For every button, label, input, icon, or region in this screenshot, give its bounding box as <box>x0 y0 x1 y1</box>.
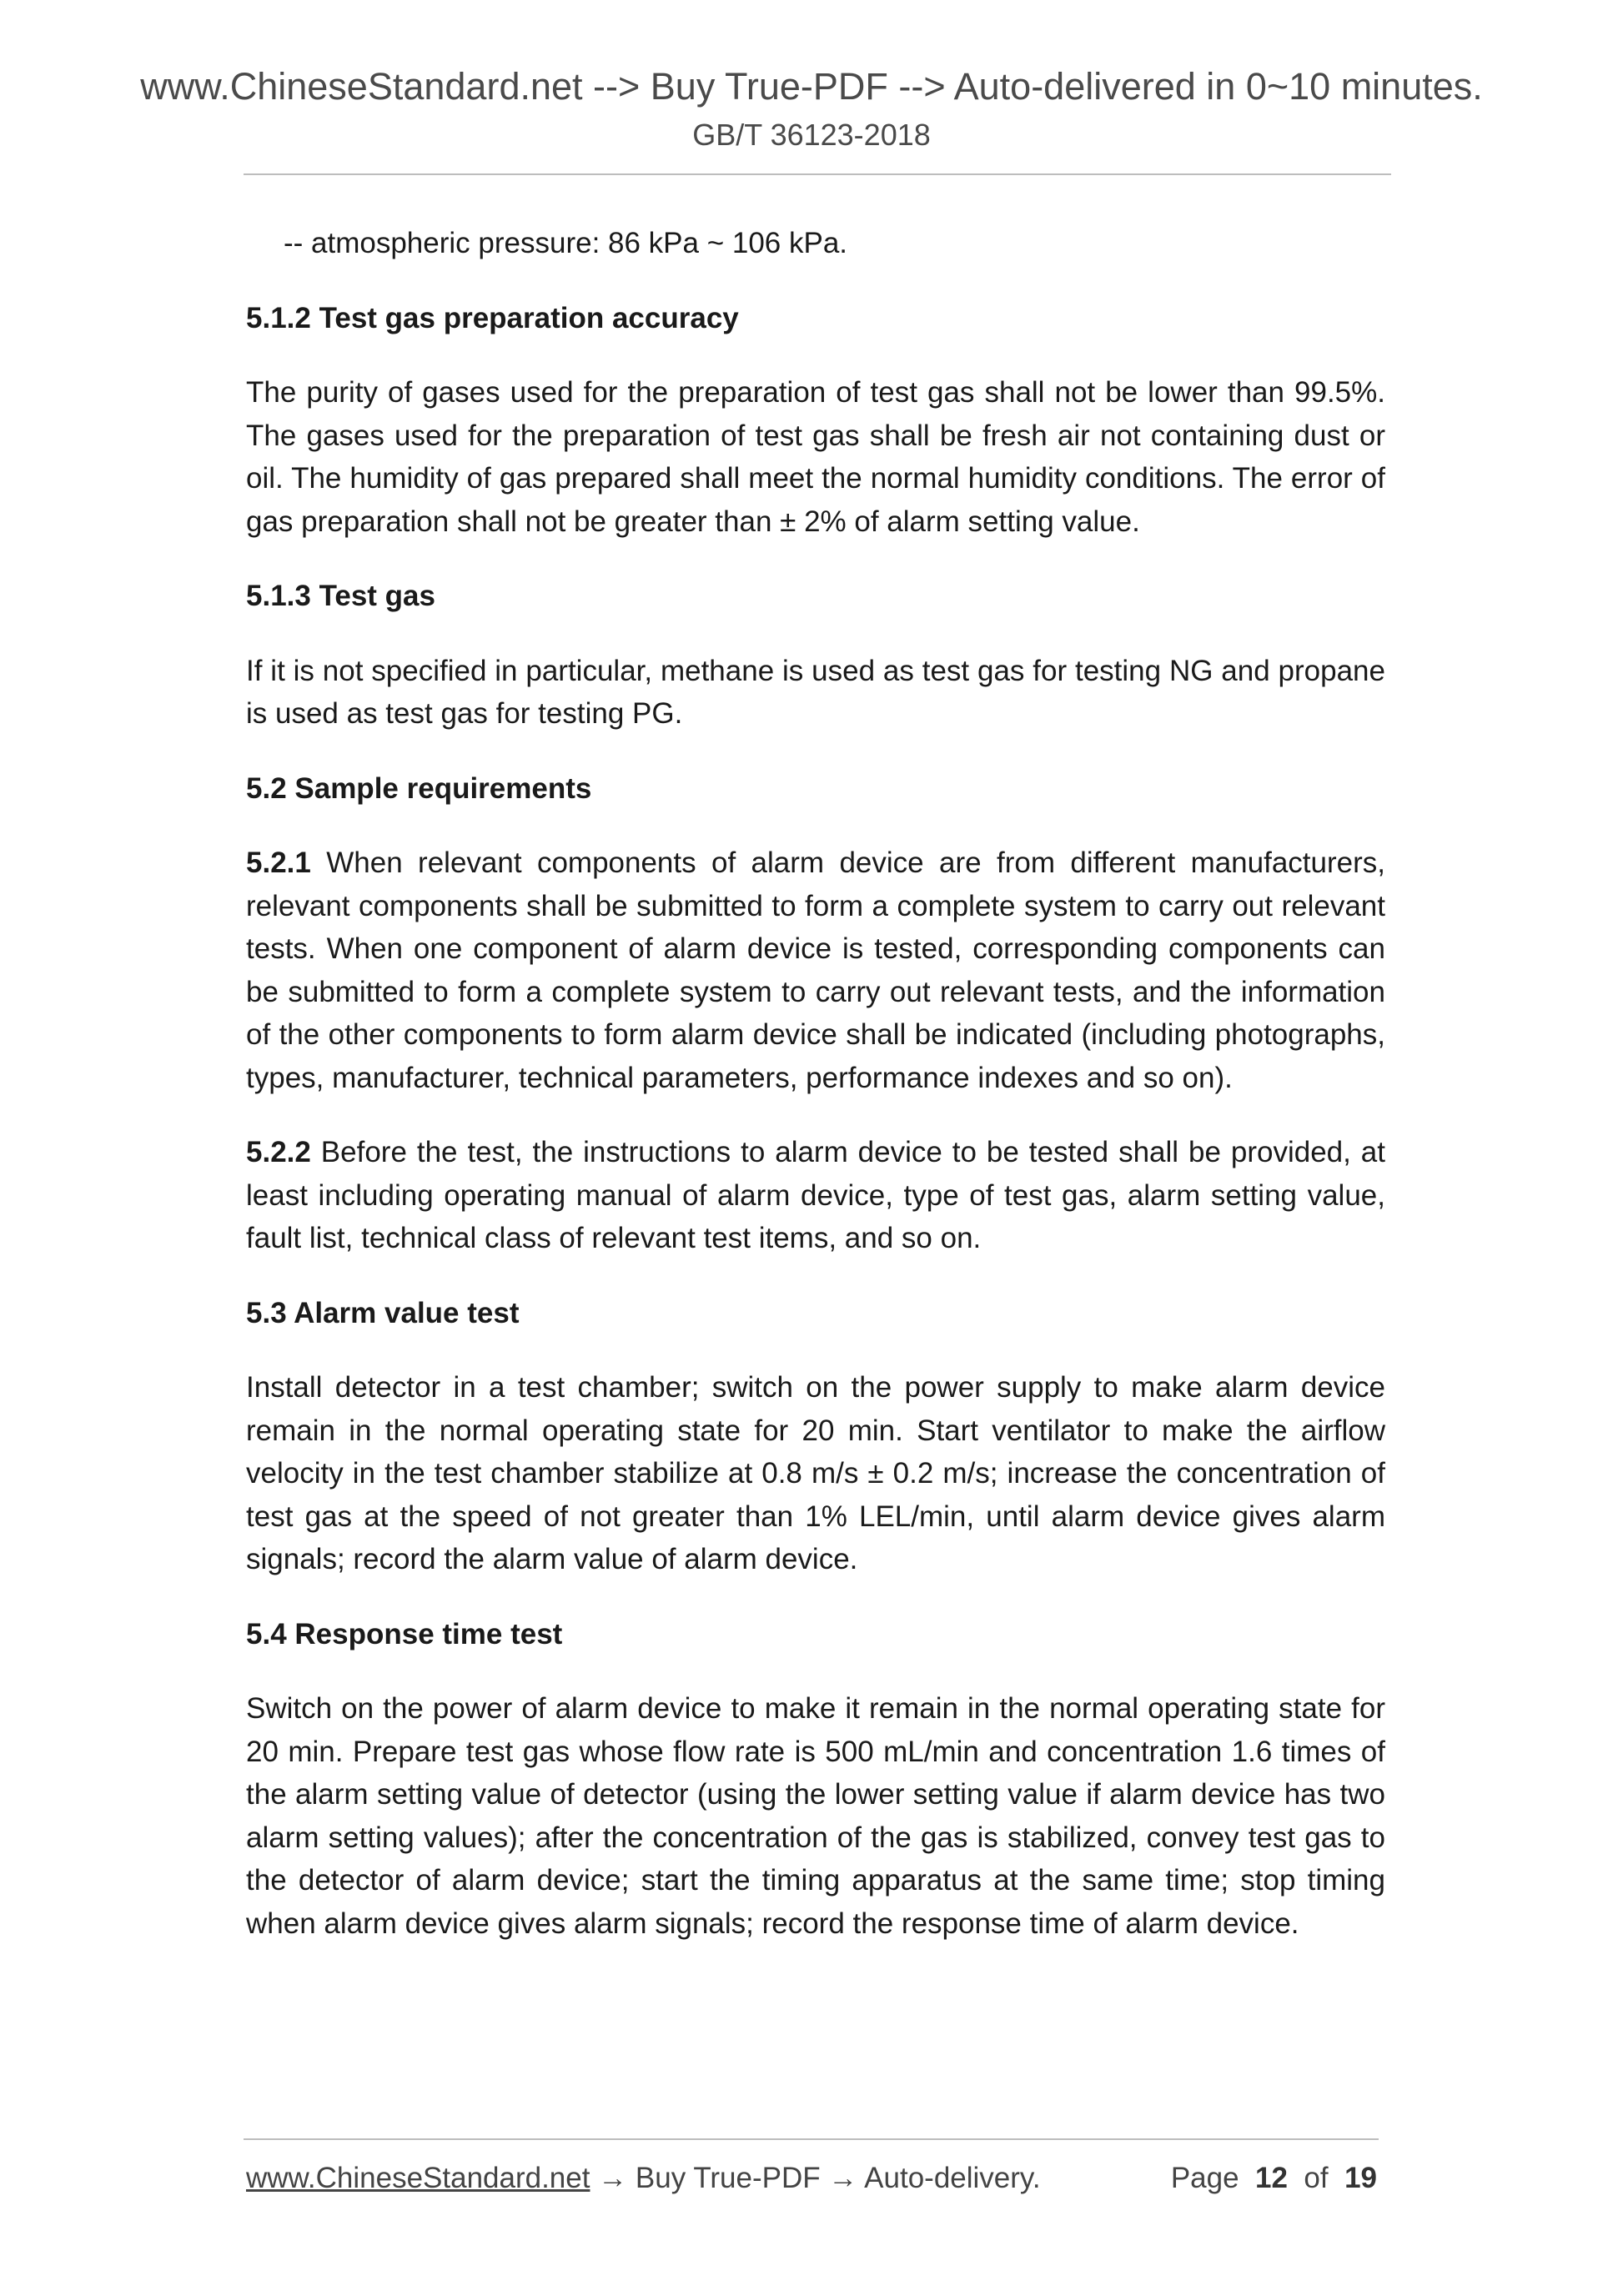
section-5-3-paragraph: Install detector in a test chamber; switch on the power supply to make alarm device remain in the normal operating state for 20 min. Start ventilator to make the airflow velocity in the test chamber stabilize at 0.8 m/s ± 0.2 m/s; increase the concentration of test gas at the speed of not greater than 1% LEL/min, until alarm device gives alarm signals; record the alarm value of alarm device. <box>246 1371 1385 1575</box>
footer-divider <box>244 2138 1379 2140</box>
atmospheric-pressure-item: -- atmospheric pressure: 86 kPa ~ 106 kPa. <box>284 227 848 259</box>
section-5-4-heading: 5.4 Response time test <box>246 1617 563 1650</box>
standard-number: GB/T 36123-2018 <box>692 118 931 152</box>
clause-text-5-2-1: When relevant components of alarm device are from different manufacturers, relevant components shall be submitted to form a complete system to carry out relevant tests. When one component of alarm device is tested, corresponding components can be submitted to form a complete system to carry out relevant tests, and the information of the other components to form alarm device shall be indicated (including photographs, types, manufacturer, technical parameters, performance indexes and so on). <box>246 847 1385 1094</box>
of-label: of <box>1304 2162 1329 2194</box>
section-5-1-2-heading: 5.1.2 Test gas preparation accuracy <box>246 301 739 334</box>
section-5-2-2-paragraph <box>246 1131 1385 1260</box>
page-label: Page <box>1170 2162 1239 2194</box>
current-page: 12 <box>1255 2162 1288 2194</box>
footer-site-link[interactable]: www.ChineseStandard.net <box>246 2162 590 2194</box>
page-footer <box>246 2153 1377 2203</box>
section-5-1-2-paragraph: The purity of gases used for the preparation of test gas shall not be lower than 99.5%. The gases used for the preparation of test gas shall be fresh air not containing dust or oil. The humidity of gas prepared shall meet the normal humidity conditions. The error of gas preparation shall not be greater than ± 2% of alarm setting value. <box>246 376 1385 538</box>
clause-number-5-2-1: 5.2.1 <box>246 847 311 879</box>
header-banner: www.ChineseStandard.net --> Buy True-PDF --> Auto-delivered in 0~10 minutes. <box>140 65 1483 108</box>
header-divider <box>244 173 1391 175</box>
page-indicator <box>1171 2153 1377 2203</box>
section-5-4-paragraph: Switch on the power of alarm device to make it remain in the normal operating state for 20 min. Prepare test gas whose flow rate is 500 mL/min and concentration 1.6 times of the alarm setting value of detector (using the lower setting value if alarm device has two alarm setting values); after the concentration of the gas is stabilized, convey test gas to the detector of alarm device; start the timing apparatus at the same time; stop timing when alarm device gives alarm signals; record the response time of alarm device. <box>246 1692 1385 1940</box>
footer-promo <box>246 2153 1041 2203</box>
document-body <box>246 222 1385 1977</box>
section-5-1-3-paragraph: If it is not specified in particular, methane is used as test gas for testing NG and propane is used as test gas for testing PG. <box>246 654 1385 730</box>
section-5-3-heading: 5.3 Alarm value test <box>246 1296 520 1329</box>
clause-number-5-2-2: 5.2.2 <box>246 1136 311 1168</box>
footer-promo-text: → Buy True-PDF → Auto-delivery. <box>590 2162 1041 2194</box>
total-pages: 19 <box>1344 2162 1377 2194</box>
section-5-1-3-heading: 5.1.3 Test gas <box>246 580 435 612</box>
section-5-2-heading: 5.2 Sample requirements <box>246 771 592 805</box>
clause-text-5-2-2: Before the test, the instructions to alarm device to be tested shall be provided, at least including operating manual of alarm device, type of test gas, alarm setting value, fault list, technical class of relevant test items, and so on. <box>246 1136 1385 1254</box>
section-5-2-1-paragraph <box>246 842 1385 1099</box>
